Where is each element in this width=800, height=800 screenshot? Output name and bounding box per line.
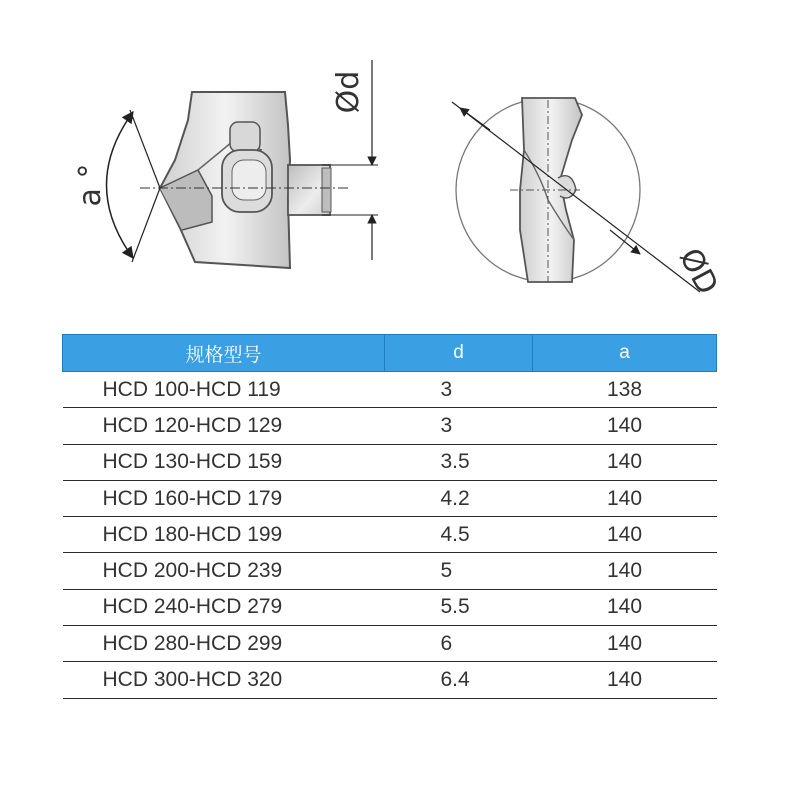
header-model: 规格型号	[63, 335, 385, 372]
cell-d: 6.4	[385, 662, 533, 698]
spec-table	[62, 334, 717, 699]
cell-d: 6	[385, 626, 533, 662]
cell-model: HCD 280-HCD 299	[63, 626, 385, 662]
table-row	[63, 553, 717, 589]
cell-model: HCD 120-HCD 129	[63, 408, 385, 444]
cell-model: HCD 200-HCD 239	[63, 553, 385, 589]
cell-d: 4.2	[385, 480, 533, 516]
header-d: d	[385, 335, 533, 372]
header-a: a	[533, 335, 717, 372]
cell-d: 4.5	[385, 517, 533, 553]
cell-model: HCD 100-HCD 119	[63, 372, 385, 408]
cell-a: 140	[533, 589, 717, 625]
cell-a: 140	[533, 662, 717, 698]
table-row	[63, 589, 717, 625]
cell-d: 3	[385, 372, 533, 408]
shank-diameter-dimension	[322, 60, 378, 260]
table-row	[63, 517, 717, 553]
table-row	[63, 626, 717, 662]
table-row	[63, 662, 717, 698]
drill-tip-end-view	[452, 98, 725, 300]
cell-model: HCD 300-HCD 320	[63, 662, 385, 698]
cell-model: HCD 160-HCD 179	[63, 480, 385, 516]
cell-model: HCD 180-HCD 199	[63, 517, 385, 553]
cell-a: 140	[533, 444, 717, 480]
cell-a: 140	[533, 480, 717, 516]
cell-d: 3.5	[385, 444, 533, 480]
outer-diameter-label: ØD	[671, 242, 725, 301]
cell-model: HCD 130-HCD 159	[63, 444, 385, 480]
cell-a: 138	[533, 372, 717, 408]
cell-a: 140	[533, 626, 717, 662]
table-row	[63, 444, 717, 480]
cell-d: 3	[385, 408, 533, 444]
angle-label: a °	[73, 163, 108, 207]
cell-a: 140	[533, 553, 717, 589]
table-row	[63, 408, 717, 444]
technical-drawing	[0, 0, 800, 330]
cell-model: HCD 240-HCD 279	[63, 589, 385, 625]
shank-diameter-label: Ød	[331, 70, 366, 114]
cell-a: 140	[533, 408, 717, 444]
table-row	[63, 372, 717, 408]
drill-tip-side-view	[160, 92, 331, 268]
cell-d: 5	[385, 553, 533, 589]
cell-d: 5.5	[385, 589, 533, 625]
cell-a: 140	[533, 517, 717, 553]
table-header-row	[63, 335, 717, 372]
table-row	[63, 480, 717, 516]
